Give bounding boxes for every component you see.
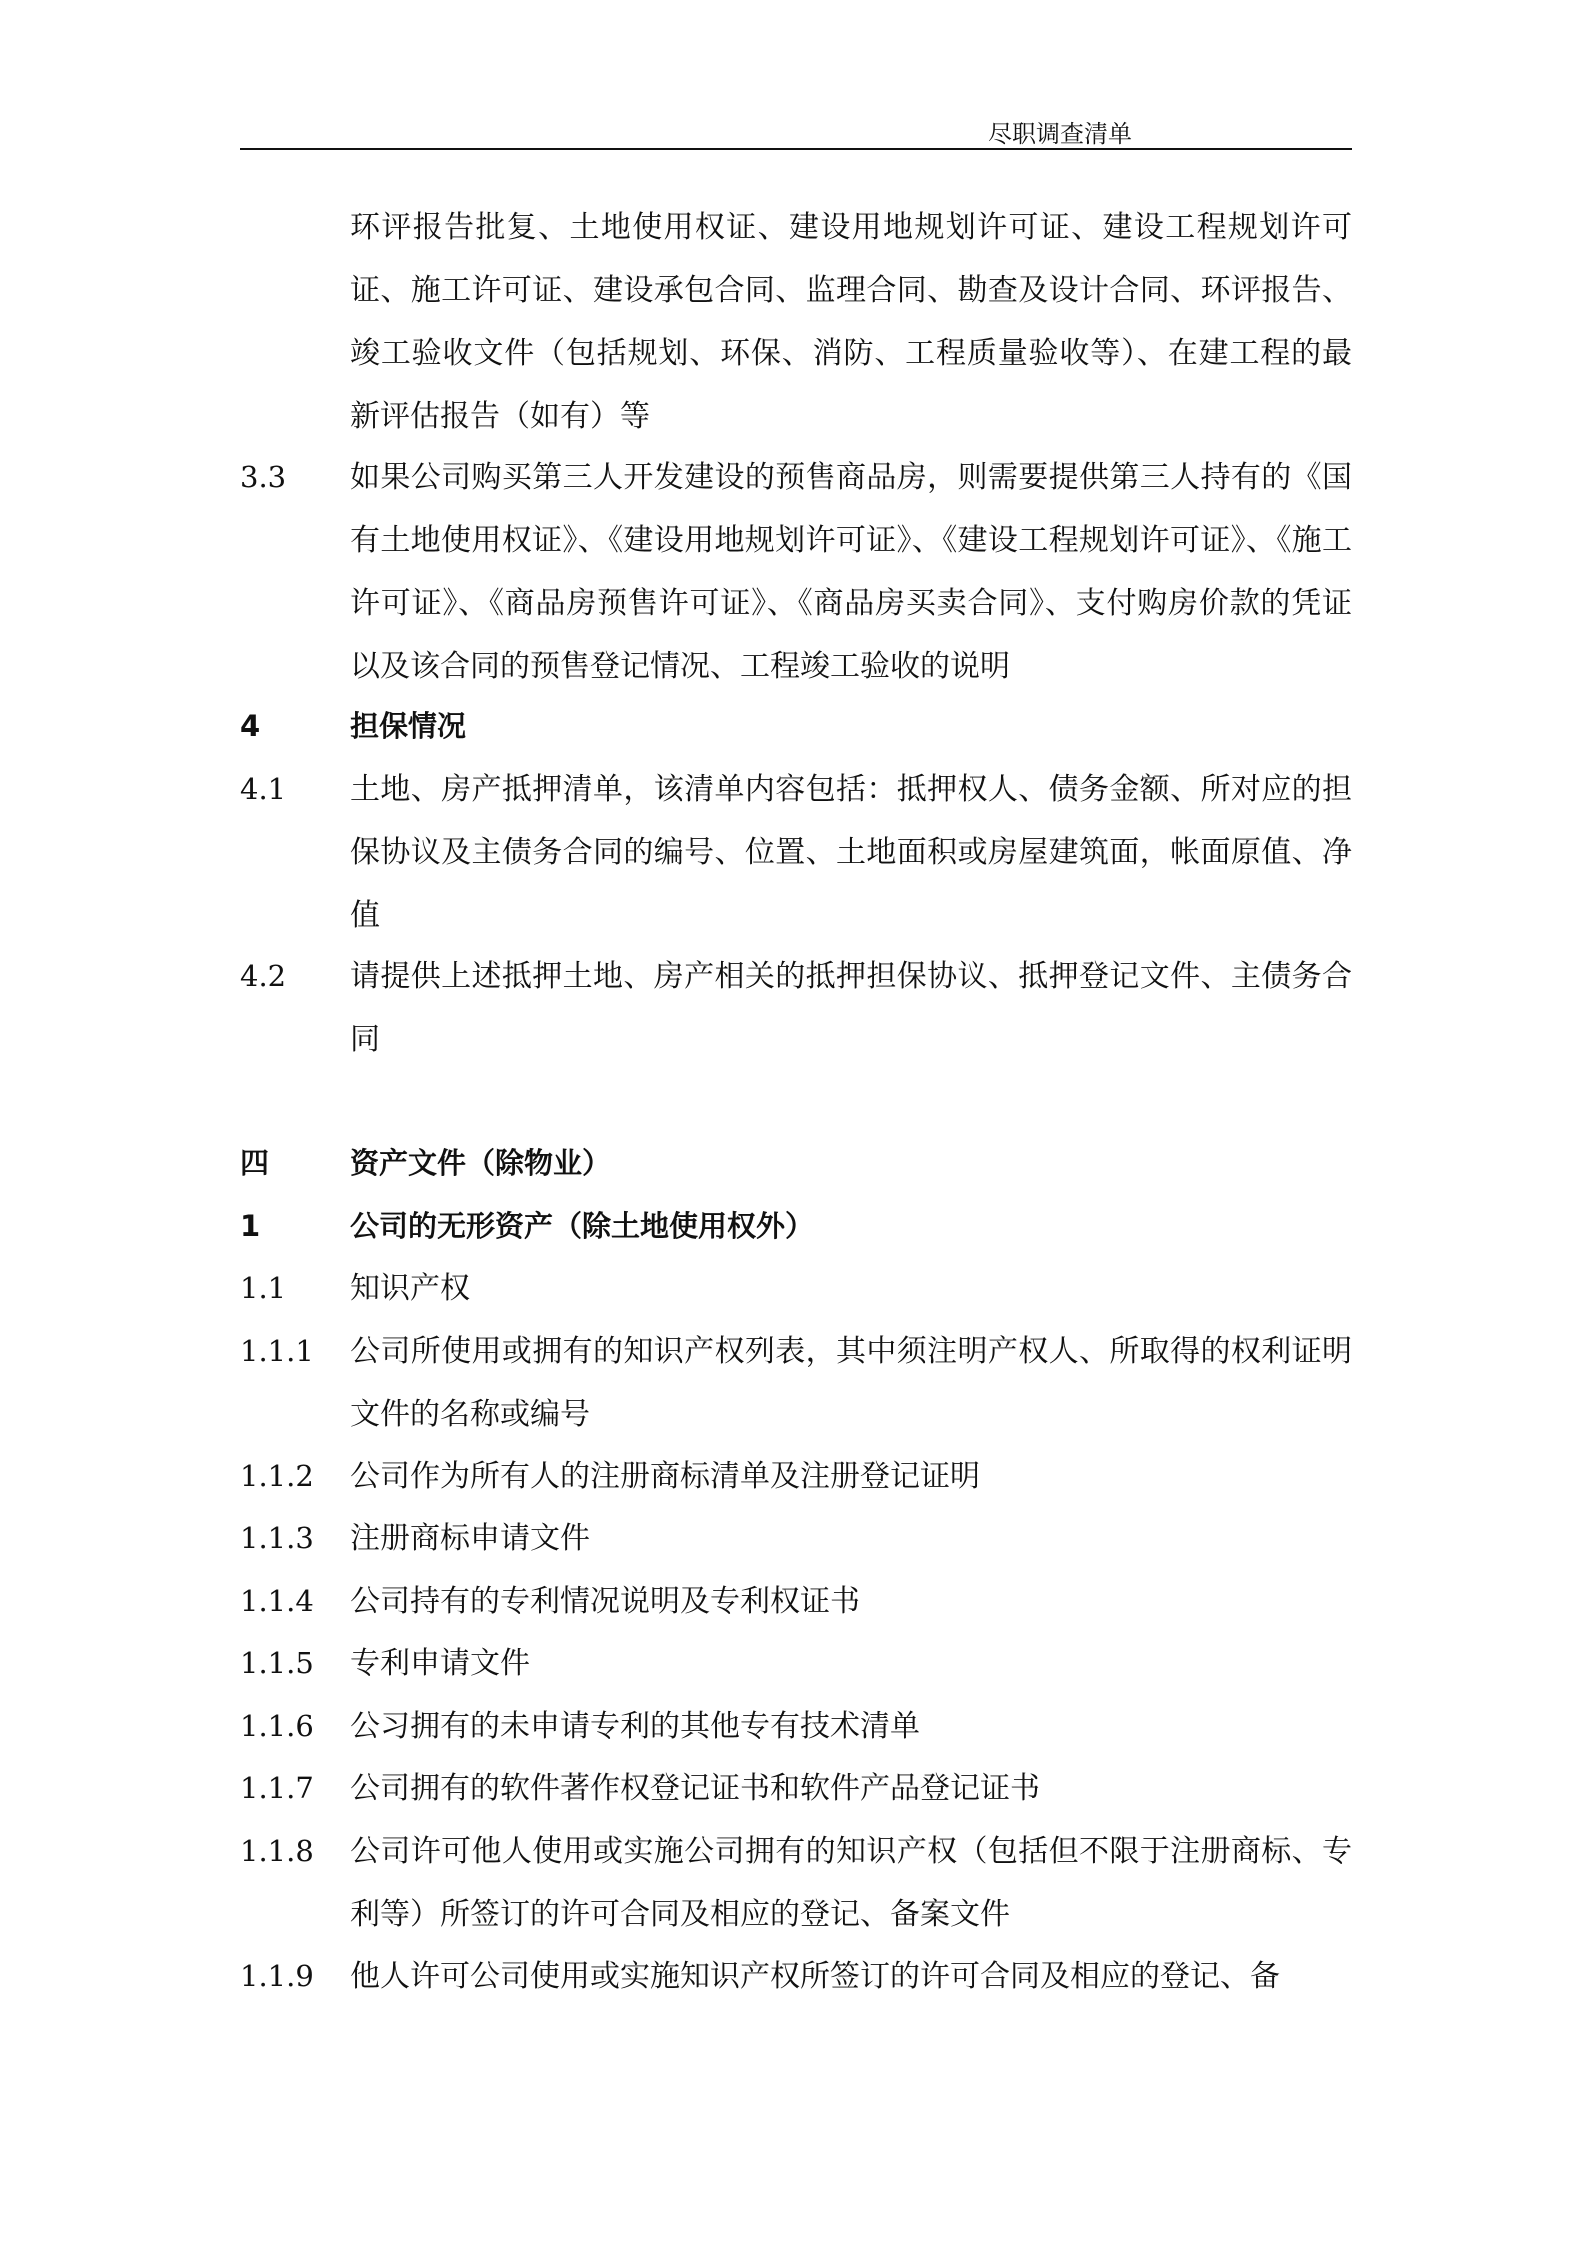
item-text: 专利申请文件	[350, 1646, 530, 1681]
item-number: 1.1.3	[240, 1521, 314, 1555]
page-header	[240, 112, 1352, 150]
item-number: 1.1.6	[240, 1709, 314, 1743]
item-number: 1.1.4	[240, 1584, 314, 1618]
item-text: 土地、房产抵押清单，该清单内容包括：抵押权人、债务金额、所对应的担保协议及主债务合同的编号、位置、土地面积或房屋建筑面，帐面原值、净值	[350, 772, 1352, 933]
item-text: 环评报告批复、土地使用权证、建设用地规划许可证、建设工程规划许可证、施工许可证、建设承包合同、监理合同、勘查及设计合同、环评报告、竣工验收文件（包括规划、环保、消防、工程质量验收等）、在建工程的最新评估报告（如有）等	[350, 210, 1352, 434]
item-text: 他人许可公司使用或实施知识产权所签订的许可合同及相应的登记、备	[350, 1959, 1280, 1994]
item-text: 担保情况	[350, 709, 467, 743]
item-number: 1.1.2	[240, 1459, 314, 1493]
item-number: 四	[240, 1146, 270, 1180]
item-text: 注册商标申请文件	[350, 1521, 590, 1556]
item-text: 公司持有的专利情况说明及专利权证书	[350, 1584, 860, 1619]
item-text: 如果公司购买第三人开发建设的预售商品房，则需要提供第三人持有的《国有土地使用权证》、《建设用地规划许可证》、《建设工程规划许可证》、《施工许可证》、《商品房预售许可证》、《商品房买卖合同》、支付购房价款的凭证以及该合同的预售登记情况、工程竣工验收的说明	[350, 460, 1352, 684]
header-title: 尽职调查清单	[988, 120, 1132, 148]
item-text: 公司所使用或拥有的知识产权列表，其中须注明产权人、所取得的权利证明文件的名称或编号	[350, 1334, 1352, 1432]
item-text: 资产文件（除物业）	[350, 1146, 612, 1180]
item-number: 1.1.1	[240, 1334, 314, 1368]
item-number: 1.1	[240, 1271, 287, 1305]
item-text: 请提供上述抵押土地、房产相关的抵押担保协议、抵押登记文件、主债务合同	[350, 959, 1352, 1057]
item-number: 1.1.5	[240, 1646, 314, 1680]
item-text: 公司作为所有人的注册商标清单及注册登记证明	[350, 1459, 980, 1494]
item-number: 3.3	[240, 460, 287, 494]
item-number: 1.1.9	[240, 1959, 314, 1993]
item-text: 公司拥有的软件著作权登记证书和软件产品登记证书	[350, 1771, 1040, 1806]
item-text: 知识产权	[350, 1271, 470, 1306]
item-text: 公习拥有的未申请专利的其他专有技术清单	[350, 1709, 920, 1744]
item-text: 公司的无形资产（除土地使用权外）	[350, 1209, 815, 1243]
item-number: 1.1.8	[240, 1834, 314, 1868]
item-number: 4.2	[240, 959, 287, 993]
item-text: 公司许可他人使用或实施公司拥有的知识产权（包括但不限于注册商标、专利等）所签订的许可合同及相应的登记、备案文件	[350, 1834, 1352, 1932]
item-number: 1	[240, 1209, 261, 1243]
item-number: 1.1.7	[240, 1771, 314, 1805]
item-number: 4	[240, 709, 261, 743]
item-number: 4.1	[240, 772, 287, 806]
